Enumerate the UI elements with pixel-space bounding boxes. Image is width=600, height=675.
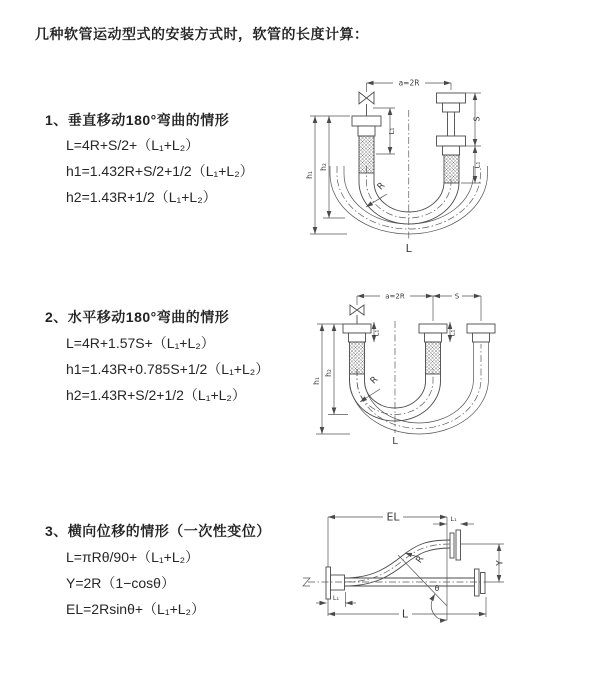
section1-formulas bbox=[66, 132, 254, 210]
formula-line: Y=2R（1−cosθ） bbox=[66, 575, 175, 591]
dimension-l1-top bbox=[433, 515, 474, 524]
dim-label-l1: L₁ bbox=[473, 161, 482, 169]
label-L: L bbox=[405, 242, 412, 255]
valve-icon bbox=[350, 296, 364, 324]
dimension-h2 bbox=[319, 116, 345, 218]
dimension-s bbox=[433, 292, 481, 321]
hose-deflected bbox=[345, 540, 454, 586]
dim-label-h2: h₂ bbox=[324, 369, 333, 377]
dim-label-l1: L₁ bbox=[372, 329, 381, 337]
dimension-l1-middle bbox=[449, 322, 457, 342]
radius-callout bbox=[360, 375, 380, 402]
label-theta: θ bbox=[434, 584, 440, 593]
dimension-l1-left bbox=[373, 322, 381, 342]
dim-label-a2r: a=2R bbox=[398, 78, 420, 88]
formula-line: h1=1.43R+0.785S+1/2（L₁+L₂） bbox=[66, 361, 270, 377]
page-title: 几种软管运动型式的安装方式时，软管的长度计算： bbox=[35, 26, 369, 42]
formula-line: L=4R+1.57S+（L₁+L₂） bbox=[66, 335, 215, 351]
right-pipe-fitting bbox=[467, 324, 495, 342]
right-pipe-fitting bbox=[437, 93, 466, 183]
right-flange-fitting bbox=[475, 569, 486, 596]
dimension-l1-right bbox=[461, 146, 482, 183]
dimension-a2r bbox=[357, 292, 433, 301]
dim-label-s: S bbox=[472, 116, 482, 122]
formula-line: h2=1.43R+1/2（L₁+L₂） bbox=[66, 189, 217, 205]
hose-displaced bbox=[350, 342, 489, 434]
label-R: R bbox=[414, 554, 427, 566]
valve-icon bbox=[359, 83, 374, 116]
middle-pipe-fitting bbox=[419, 324, 447, 374]
dim-label-s: S bbox=[454, 292, 460, 301]
dimension-h2 bbox=[324, 324, 348, 415]
dimension-l bbox=[328, 597, 486, 621]
formula-line: L=πRθ/90+（L₁+L₂） bbox=[66, 549, 200, 565]
dimension-l1-bottom bbox=[316, 592, 356, 607]
dim-label-h1: h₁ bbox=[305, 171, 314, 179]
diagram-horizontal-180-bend bbox=[310, 281, 595, 453]
dim-label-l1: L₁ bbox=[388, 127, 396, 135]
dimension-a2r bbox=[367, 79, 452, 91]
section1-heading: 1、垂直移动180°弯曲的情形 bbox=[45, 112, 230, 128]
diagram-lateral-displacement bbox=[300, 497, 600, 647]
dim-label-l1: L₁ bbox=[448, 329, 457, 337]
formula-line: h2=1.43R+S/2+1/2（L₁+L₂） bbox=[66, 387, 246, 403]
dim-label-l1: L₁ bbox=[450, 515, 457, 523]
radius-callout bbox=[405, 553, 426, 565]
dim-label-a2r: a=2R bbox=[385, 292, 405, 301]
formula-line: L=4R+S/2+（L₁+L₂） bbox=[66, 137, 200, 153]
label-R: R bbox=[368, 374, 381, 387]
diagram-vertical-180-bend bbox=[303, 68, 598, 268]
dim-label-h1: h₁ bbox=[312, 377, 321, 385]
dim-label-l1: L₁ bbox=[332, 594, 340, 602]
dimension-el bbox=[328, 511, 447, 621]
section3-formulas bbox=[66, 544, 205, 622]
section2-heading: 2、水平移动180°弯曲的情形 bbox=[45, 309, 230, 325]
formula-line: h1=1.432R+S/2+1/2（L₁+L₂） bbox=[66, 163, 254, 179]
upper-flange-fitting bbox=[450, 530, 461, 560]
section2-formulas bbox=[66, 330, 269, 408]
dim-label-h2: h₂ bbox=[319, 163, 328, 171]
dimension-l1-left bbox=[373, 108, 396, 154]
left-pipe-fitting bbox=[343, 324, 371, 374]
left-pipe-fitting bbox=[352, 116, 381, 173]
dimension-s bbox=[466, 93, 482, 146]
dim-label-el: EL bbox=[386, 510, 400, 524]
label-R: R bbox=[375, 180, 388, 193]
dim-label-y: Y bbox=[495, 560, 506, 566]
label-L: L bbox=[392, 436, 398, 447]
formula-line: EL=2Rsinθ+（L₁+L₂） bbox=[66, 601, 205, 617]
section3-heading: 3、横向位移的情形（一次性变位） bbox=[45, 523, 271, 539]
dimension-h1 bbox=[312, 324, 350, 434]
dim-label-l: L bbox=[401, 607, 409, 621]
dimension-h1 bbox=[305, 116, 350, 234]
